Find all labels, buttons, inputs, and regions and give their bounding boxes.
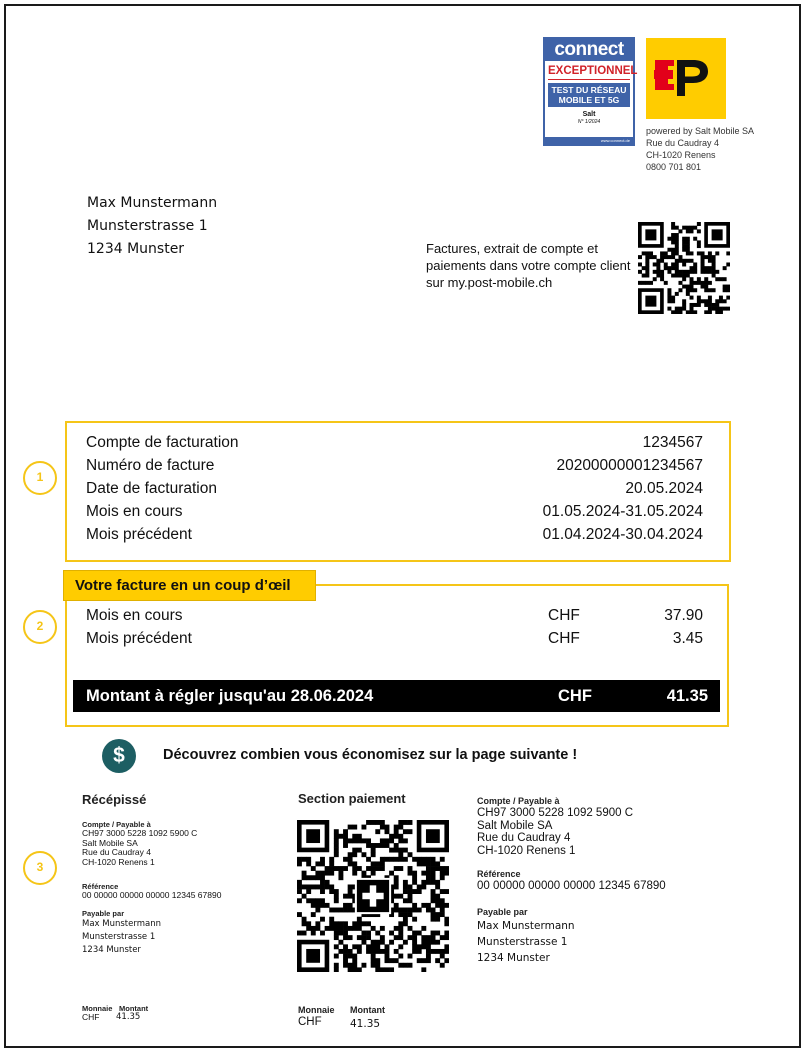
receipt-reference-label: Référence: [82, 882, 119, 891]
portal-note: Factures, extrait de compte et paiements dans votre compte client sur my.post-mobile.ch: [426, 241, 631, 290]
receipt-creditor-city: CH-1020 Renens 1: [82, 856, 155, 867]
badge-test-line2: MOBILE ET 5G: [558, 95, 620, 105]
summary-heading: Votre facture en un coup d’œil: [63, 570, 316, 601]
payment-iban: CH97 3000 5228 1092 5900 C: [477, 807, 634, 819]
connect-award-badge: [543, 37, 638, 146]
issuer-city: CH-1020 Renens: [646, 150, 716, 160]
badge-test-line1: TEST DU RÉSEAU: [551, 85, 627, 95]
summary-currency: CHF: [548, 607, 580, 624]
savings-promo-text[interactable]: Découvrez combien vous économisez sur la page suivante !: [163, 747, 578, 763]
payment-account-label: Compte / Payable à: [477, 796, 560, 806]
detail-value: 01.04.2024-30.04.2024: [542, 526, 703, 543]
detail-row-invoice-number: [86, 454, 703, 477]
receipt-reference: 00 00000 00000 00000 12345 67890: [82, 890, 222, 900]
payment-payer-street: Munsterstrasse 1: [477, 936, 568, 948]
issuer-street: Rue du Caudray 4: [646, 138, 720, 148]
receipt-account-label: Compte / Payable à: [82, 820, 151, 829]
payment-payer-block: [477, 907, 575, 966]
receipt-payer-city: 1234 Munster: [82, 945, 141, 955]
receipt-creditor-street: Rue du Caudray 4: [82, 847, 151, 858]
badge-edition: N° 1/2024: [577, 119, 601, 125]
badge-provider: Salt: [582, 111, 596, 118]
payment-section-title: Section paiement: [298, 791, 406, 806]
payment-payer-city: 1234 Munster: [477, 952, 550, 964]
marker-2: 2: [23, 610, 57, 644]
receipt-payer-block: [82, 909, 161, 957]
detail-label: Mois en cours: [86, 503, 183, 520]
detail-row-previous-month: [86, 523, 703, 546]
detail-row-current-month: [86, 500, 703, 523]
receipt-reference-block: [82, 882, 221, 901]
detail-value: 20200000001234567: [556, 457, 703, 474]
total-due-bar: [73, 680, 720, 712]
receipt-amount: 41.35: [116, 1012, 141, 1022]
marker-1: 1: [23, 461, 57, 495]
issuer-address: [646, 125, 754, 173]
detail-row-account: [86, 431, 703, 454]
detail-label: Mois précédent: [86, 526, 192, 543]
issuer-powered-by: powered by Salt Mobile SA: [646, 126, 755, 136]
payment-reference: 00 00000 00000 00000 12345 67890: [477, 880, 666, 892]
dollar-icon: $: [102, 739, 136, 773]
badge-brand: connect: [545, 39, 633, 61]
payment-account-block: [477, 796, 633, 857]
post-mobile-logo: [646, 38, 726, 119]
total-currency: CHF: [558, 687, 592, 705]
summary-amount: 3.45: [672, 630, 703, 647]
detail-value: 01.05.2024-31.05.2024: [542, 503, 703, 520]
detail-value: 1234567: [642, 434, 703, 451]
total-label: Montant à régler jusqu'au 28.06.2024: [86, 687, 374, 705]
payment-reference-label: Référence: [477, 869, 521, 879]
total-amount: 41.35: [666, 687, 708, 705]
payment-payer-label: Payable par: [477, 907, 528, 917]
recipient-address: [87, 192, 217, 261]
post-logo-icon: [646, 38, 726, 119]
summary-label: Mois précédent: [86, 630, 192, 647]
badge-site: www.connect.de: [545, 137, 633, 144]
payment-currency-label: Monnaie: [298, 1005, 335, 1015]
receipt-amount-label: Montant: [119, 1004, 149, 1013]
swiss-qr-code[interactable]: [297, 820, 449, 972]
detail-label: Compte de facturation: [86, 434, 239, 451]
recipient-city: 1234 Munster: [87, 241, 185, 257]
marker-3: 3: [23, 851, 57, 885]
payment-currency: CHF: [298, 1016, 322, 1028]
receipt-creditor-name: Salt Mobile SA: [82, 837, 138, 848]
payment-creditor-name: Salt Mobile SA: [477, 819, 553, 832]
summary-row-previous: [86, 627, 703, 650]
detail-value: 20.05.2024: [625, 480, 703, 497]
badge-rating: EXCEPTIONNEL: [548, 63, 630, 80]
receipt-account-block: [82, 820, 197, 867]
receipt-currency-label: Monnaie: [82, 1004, 113, 1013]
receipt-payer-label: Payable par: [82, 909, 125, 918]
detail-label: Numéro de facture: [86, 457, 215, 474]
detail-label: Date de facturation: [86, 480, 217, 497]
recipient-name: Max Munstermann: [87, 195, 218, 211]
receipt-payer-street: Munsterstrasse 1: [82, 932, 156, 942]
receipt-currency: CHF: [82, 1012, 100, 1022]
payment-amount: 41.35: [350, 1018, 381, 1030]
summary-row-current: [86, 604, 703, 627]
recipient-street: Munsterstrasse 1: [87, 218, 208, 234]
badge-test: [548, 83, 630, 107]
issuer-phone: 0800 701 801: [646, 162, 702, 172]
payment-reference-block: [477, 869, 666, 893]
detail-row-invoice-date: [86, 477, 703, 500]
payment-creditor-city: CH-1020 Renens 1: [477, 844, 576, 857]
summary-amount: 37.90: [664, 607, 703, 624]
summary-label: Mois en cours: [86, 607, 183, 624]
payment-creditor-street: Rue du Caudray 4: [477, 832, 571, 844]
receipt-payer-name: Max Munstermann: [82, 919, 161, 929]
receipt-title: Récépissé: [82, 792, 147, 807]
portal-qr-code[interactable]: [638, 222, 730, 314]
payment-payer-name: Max Munstermann: [477, 920, 575, 932]
payment-amount-label: Montant: [350, 1005, 385, 1015]
receipt-iban: CH97 3000 5228 1092 5900 C: [82, 828, 198, 838]
summary-currency: CHF: [548, 630, 580, 647]
